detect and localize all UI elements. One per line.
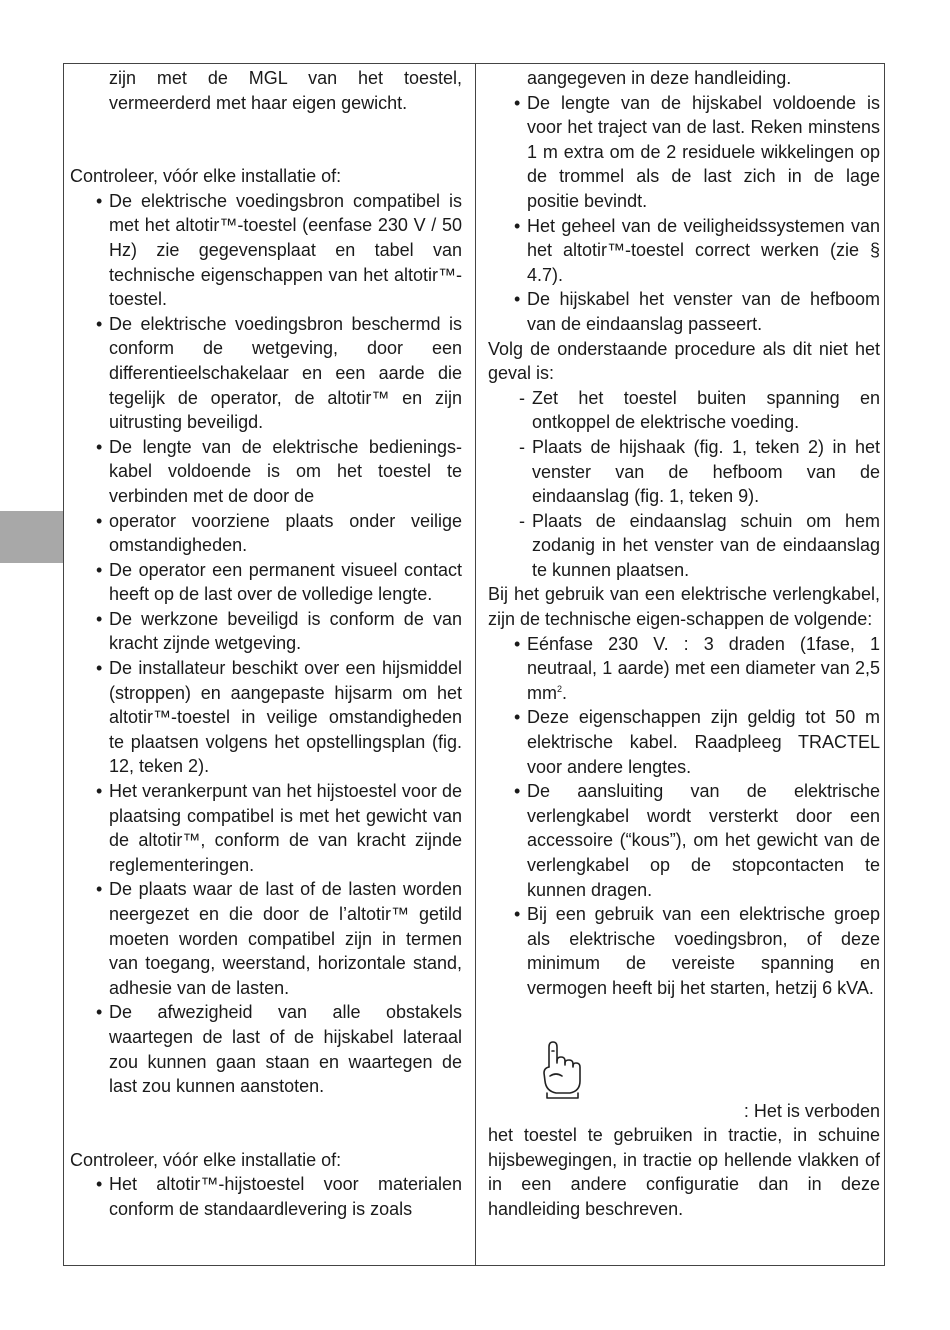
pointing-hand-icon [538, 1039, 582, 1099]
procedure-intro: Volg de onderstaande procedure als dit niet het geval is: [488, 338, 880, 384]
list-item: • De werkzone beveiligd is conform de van kracht zijnde wetgeving. [70, 607, 462, 656]
list-item: • Deze eigenschappen zijn geldig tot 50 m elektrische kabel. Raadpleeg TRACTEL voor andere lengtes. [488, 705, 880, 779]
column-divider [475, 63, 476, 1266]
check2-title: Controleer, vóór elke installatie of: [70, 1149, 342, 1170]
list-item: • De plaats waar de last of de lasten worden neergezet en die door de l’altotir™ getild moeten worden compatibel zijn in termen van toegang, weerstand, horizontale stand, adhesie van de lasten. [70, 877, 462, 1000]
warning-text: het toestel te gebruiken in tractie, in schuine hijsbewegingen, in tractie op hellende vlakken of in een andere configuratie dan in deze handleiding beschreven. [488, 1125, 880, 1219]
list-item: • De lengte van de hijskabel voldoende is voor het traject van de last. Reken minstens 1 m extra om de 2 residuele wikkelingen op de trommel als de last zich in de lage positie bevindt. [488, 91, 880, 214]
list-item: • De elektrische voedingsbron compatibel is met het altotir™-toestel (eenfase 230 V / 50 Hz) zie gegevensplaat en tabel van technische eigenschappen van het altotir™-toestel. [70, 189, 462, 312]
list-item: • Bij een gebruik van een elektrische groep als elektrische voedingsbron, of deze minimum de vereiste spanning en vermogen heeft bij het starten, hetzij 6 kVA. [488, 902, 880, 1000]
list-item: • De lengte van de elektrische bedienings-kabel voldoende is om het toestel te verbinden met de door de [70, 435, 462, 509]
extension-list [488, 632, 880, 1001]
check1-list [70, 189, 462, 1099]
list-item: - Plaats de hijshaak (fig. 1, teken 2) in het venster van de hefboom van de eindaanslag (fig. 1, teken 9). [488, 435, 880, 509]
check1-title: Controleer, vóór elke installatie of: [70, 166, 342, 187]
list-item: • De hijskabel het venster van de hefboom van de eindaanslag passeert. [488, 287, 880, 336]
section-tab [0, 511, 63, 563]
right-continuation: aangegeven in deze handleiding. [527, 68, 792, 88]
list-item: • De elektrische voedingsbron beschermd is conform de wetgeving, door een differentieelschakelaar en een aarde die tegelijk de operator, de altotir™ en zijn uitrusting beveiligd. [70, 312, 462, 435]
list-item: • De operator een permanent visueel contact heeft op de last over de volledige lengte. [70, 558, 462, 607]
list-item: • De installateur beschikt over een hijsmiddel (stroppen) en aangepaste hijsarm om het altotir™-toestel in veilige omstandigheden te plaatsen volgens het opstellingsplan (fig. 12, teken 2). [70, 656, 462, 779]
list-item: • Het verankerpunt van het hijstoestel voor de plaatsing compatibel is met het gewicht van de altotir™, conform de van kracht zijnde reglementeringen. [70, 779, 462, 877]
warning-line-first: : Het is verboden [743, 1100, 880, 1121]
list-item: • Het geheel van de veiligheidssystemen van het altotir™-toestel correct werken (zie § 4.7). [488, 214, 880, 288]
list-item: • Eénfase 230 V. : 3 draden (1fase, 1 neutraal, 1 aarde) met een diameter van 2,5 $mm^2$. [488, 632, 880, 706]
list-item: - Plaats de eindaanslag schuin om hem zodanig in het venster van de eindaanslag te kunnen plaatsen. [488, 509, 880, 583]
intro-continuation: zijn met de MGL van het toestel, vermeerderd met haar eigen gewicht. [109, 68, 462, 113]
extension-intro: Bij het gebruik van een elektrische verlengkabel, zijn de technische eigen-schappen de volgende: [488, 584, 880, 630]
right-column [488, 66, 880, 1222]
superscript: 2 [557, 683, 563, 694]
left-column [70, 66, 462, 1222]
list-item: • operator voorziene plaats onder veilige omstandigheden. [70, 509, 462, 558]
check2-list-cont [488, 91, 880, 337]
list-item: • De aansluiting van de elektrische verlengkabel wordt versterkt door een accessoire (“kous”), om het gewicht van de verlengkabel op de stopcontacten te kunnen dragen. [488, 779, 880, 902]
check2-list [70, 1172, 462, 1221]
list-item: • Het altotir™-hijstoestel voor materialen conform de standaardlevering is zoals [70, 1172, 462, 1221]
list-item: • De afwezigheid van alle obstakels waartegen de last of de hijskabel lateraal zou kunnen gaan staan en waartegen de last zou kunnen aanstoten. [70, 1000, 462, 1098]
warning-icon-area [488, 1039, 880, 1099]
list-item: - Zet het toestel buiten spanning en ontkoppel de elektrische voeding. [488, 386, 880, 435]
procedure-steps [488, 386, 880, 583]
